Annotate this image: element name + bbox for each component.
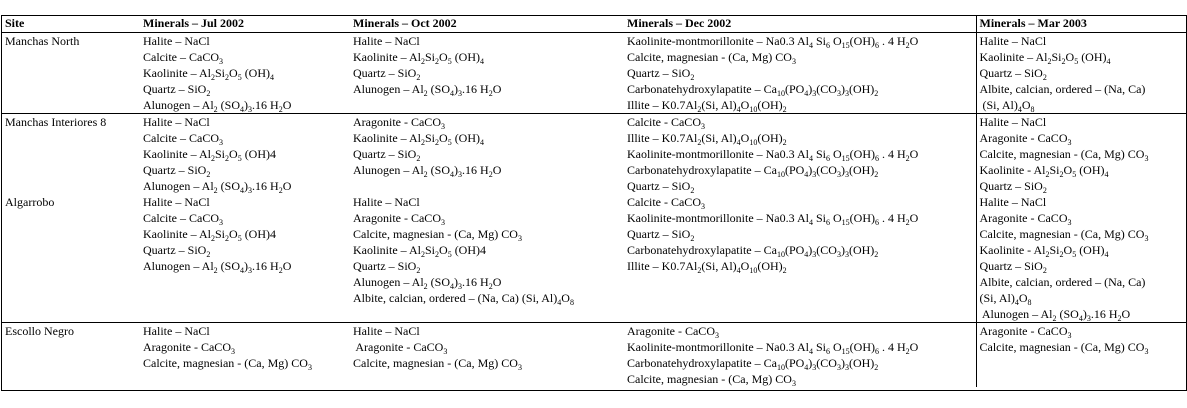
mineral-line: Alunogen – $Al_2$ $(SO_4)_3.16$ $H_2O$ bbox=[979, 307, 1131, 323]
mineral-line: Alunogen – $Al_2$ $(SO_4)_3.16$ $H_2O$ bbox=[353, 82, 502, 98]
minerals-cell-oct-2002 bbox=[350, 194, 624, 323]
mineral-line: Quartz – SiO$_2$ bbox=[627, 179, 695, 194]
header-mar-2003: Minerals – Mar 2003 bbox=[976, 15, 1186, 33]
mineral-line: Kaolinite - $Al_2Si_2O_5$ $(OH)_4$ bbox=[979, 243, 1109, 259]
mineral-line: Kaolinite – $Al_2Si_2O_5$ (OH)4 bbox=[353, 243, 487, 259]
mineral-line: Quartz – SiO$_2$ bbox=[353, 259, 421, 275]
minerals-cell-dec-2002 bbox=[624, 194, 976, 323]
minerals-cell-oct-2002 bbox=[350, 323, 624, 388]
mineral-line: Calcite - CaCO$_3$ bbox=[627, 195, 705, 211]
mineral-line: Calcite, magnesian - (Ca, Mg) $CO_3$ bbox=[627, 372, 796, 387]
mineral-line: Albite, calcian, ordered – (Na, Ca) (Si, $Al)_4O_8$ bbox=[353, 291, 574, 307]
mineral-line: Aragonite - CaCO$_3$ bbox=[353, 211, 445, 227]
mineral-line: Alunogen – $Al_2$ $(SO_4)_3.16$ $H_2O$ bbox=[143, 98, 292, 114]
mineral-line: Alunogen – $Al_2$ $(SO_4)_3.16$ $H_2O$ bbox=[143, 259, 292, 275]
mineral-line: Alunogen – $Al_2$ $(SO_4)_3.16$ $H_2O$ bbox=[353, 275, 502, 291]
site-cell: Escollo Negro bbox=[5, 324, 74, 338]
minerals-cell-mar-2003 bbox=[976, 33, 1186, 114]
mineral-line: Calcite, magnesian - (Ca, Mg) $CO_3$ bbox=[143, 356, 312, 372]
mineral-line: Aragonite - CaCO$_3$ bbox=[353, 340, 448, 356]
mineral-line: Carbonatehydroxylapatite – $Ca_{10}(PO_4)_3(CO_3)_3(OH)_2$ bbox=[627, 82, 879, 98]
mineral-line: Alunogen – $Al_2$ $(SO_4)_3.16$ $H_2O$ bbox=[353, 163, 502, 179]
mineral-line: Halite – NaCl bbox=[143, 115, 210, 129]
mineral-line: Kaolinite-montmorillonite – Na0.3 $Al_4$ $Si_6$ $O_{15}(OH)_6$ . 4 $H_2O$ bbox=[627, 340, 919, 356]
mineral-line: Halite – NaCl bbox=[353, 34, 420, 48]
mineral-line: Kaolinite-montmorillonite – Na0.3 $Al_4$ $Si_6$ $O_{15}(OH)_6$ . 4 $H_2O$ bbox=[627, 211, 919, 227]
header-site: Site bbox=[2, 15, 140, 33]
mineral-line: Calcite – CaCO$_3$ bbox=[143, 211, 223, 227]
mineral-line: Calcite, magnesian - (Ca, Mg) $CO_3$ bbox=[979, 340, 1149, 356]
mineral-line: Carbonatehydroxylapatite – $Ca_{10}(PO_4)_3(CO_3)_3(OH)_2$ bbox=[627, 356, 879, 372]
mineral-line: Calcite, magnesian - (Ca, Mg) $CO_3$ bbox=[627, 50, 796, 66]
mineral-line: Kaolinite – $Al_2Si_2O_5$ $(OH)_4$ bbox=[353, 50, 485, 66]
mineral-line: Aragonite - CaCO$_3$ bbox=[353, 115, 445, 131]
mineral-line: Quartz – SiO$_2$ bbox=[353, 66, 421, 82]
minerals-cell-dec-2002 bbox=[624, 33, 976, 114]
mineral-line: Kaolinite - $Al_2Si_2O_5$ $(OH)_4$ bbox=[979, 163, 1109, 179]
mineral-line: Halite – NaCl bbox=[143, 195, 210, 209]
mineral-line: Aragonite - CaCO$_3$ bbox=[627, 324, 719, 340]
mineral-line: Halite – NaCl bbox=[979, 34, 1047, 48]
mineral-line: Halite – NaCl bbox=[353, 195, 420, 209]
header-dec-2002: Minerals – Dec 2002 bbox=[624, 15, 976, 33]
minerals-cell-oct-2002 bbox=[350, 33, 624, 114]
mineral-line: Halite – NaCl bbox=[979, 195, 1047, 209]
header-row bbox=[2, 15, 1186, 33]
mineral-line: Quartz – SiO$_2$ bbox=[979, 66, 1047, 82]
mineral-line: Kaolinite-montmorillonite – Na0.3 $Al_4$ $Si_6$ $O_{15}(OH)_6$ . 4 $H_2O$ bbox=[627, 147, 919, 163]
minerals-table bbox=[2, 15, 1186, 387]
mineral-line: (Si, $Al)_4O_8$ bbox=[979, 98, 1035, 114]
mineral-line: Calcite, magnesian - (Ca, Mg) $CO_3$ bbox=[353, 227, 522, 243]
mineral-line: Aragonite - CaCO$_3$ bbox=[143, 340, 235, 356]
mineral-line: Kaolinite – $Al_2Si_2O_5$ (OH)4 bbox=[143, 147, 277, 163]
mineral-line: Calcite – CaCO$_3$ bbox=[143, 131, 223, 147]
mineral-line: Calcite, magnesian - (Ca, Mg) $CO_3$ bbox=[353, 356, 522, 372]
mineral-line: Quartz – SiO$_2$ bbox=[143, 243, 211, 259]
minerals-cell-mar-2003 bbox=[976, 194, 1186, 323]
mineral-line: Kaolinite – $Al_2Si_2O_5$ $(OH)_4$ bbox=[143, 66, 275, 82]
mineral-line: Carbonatehydroxylapatite – $Ca_{10}(PO_4)_3(CO_3)_3(OH)_2$ bbox=[627, 163, 879, 179]
mineral-line: Albite, calcian, ordered – (Na, Ca) bbox=[979, 82, 1146, 96]
table-row bbox=[2, 323, 1186, 388]
site-cell: Manchas North bbox=[2, 33, 140, 114]
mineral-line: Quartz – SiO$_2$ bbox=[979, 179, 1047, 194]
table-row bbox=[2, 194, 1186, 323]
minerals-cell-mar-2003 bbox=[976, 323, 1186, 388]
mineral-line: Kaolinite-montmorillonite – Na0.3 $Al_4$ $Si_6$ $O_{15}(OH)_6$ . 4 $H_2O$ bbox=[627, 34, 919, 50]
mineral-line: Kaolinite – $Al_2Si_2O_5$ $(OH)_4$ bbox=[353, 131, 485, 147]
mineral-line: Illite – $K0.7Al_2(Si$, $Al)_4O_{10}(OH)_2$ bbox=[627, 98, 787, 114]
minerals-cell-dec-2002 bbox=[624, 323, 976, 388]
mineral-line: Alunogen – $Al_2$ $(SO_4)_3.16$ $H_2O$ bbox=[143, 179, 292, 194]
mineral-line: Quartz – SiO$_2$ bbox=[143, 163, 211, 179]
site-cell: Manchas Interiores 8 bbox=[5, 115, 107, 129]
minerals-cell-jul-2002 bbox=[140, 194, 350, 323]
header-jul-2002: Minerals – Jul 2002 bbox=[140, 15, 350, 33]
mineral-line: Calcite, magnesian - (Ca, Mg) $CO_3$ bbox=[979, 227, 1149, 243]
mineral-line: Halite – NaCl bbox=[143, 34, 210, 48]
site-cell: Algarrobo bbox=[2, 194, 140, 323]
mineral-line: Illite – $K0.7Al_2(Si$, $Al)_4O_{10}(OH)_2$ bbox=[627, 259, 787, 275]
table-row bbox=[2, 33, 1186, 114]
header-oct-2002: Minerals – Oct 2002 bbox=[350, 15, 624, 33]
mineral-line: Aragonite - CaCO$_3$ bbox=[979, 211, 1072, 227]
mineral-line: Quartz – SiO$_2$ bbox=[353, 147, 421, 163]
table-row bbox=[2, 114, 1186, 195]
mineral-line: Aragonite - CaCO$_3$ bbox=[979, 324, 1072, 340]
minerals-cell-oct-2002 bbox=[350, 114, 624, 195]
minerals-cell-jul-2002 bbox=[140, 323, 350, 388]
mineral-line: Halite – NaCl bbox=[353, 324, 420, 338]
minerals-cell-jul-2002 bbox=[140, 114, 350, 195]
mineral-line: Albite, calcian, ordered – (Na, Ca) bbox=[979, 275, 1146, 289]
minerals-cell-mar-2003 bbox=[976, 114, 1186, 195]
mineral-line: Illite – $K0.7Al_2(Si$, $Al)_4O_{10}(OH)_2$ bbox=[627, 131, 787, 147]
mineral-line: Halite – NaCl bbox=[143, 324, 210, 338]
mineral-line: Calcite - CaCO$_3$ bbox=[627, 115, 705, 131]
mineral-line: Kaolinite – $Al_2Si_2O_5$ (OH)4 bbox=[143, 227, 277, 243]
minerals-cell-dec-2002 bbox=[624, 114, 976, 195]
mineral-line: Quartz – SiO$_2$ bbox=[143, 82, 211, 98]
mineral-line: Quartz – SiO$_2$ bbox=[979, 259, 1047, 275]
minerals-cell-jul-2002 bbox=[140, 33, 350, 114]
mineral-line: (Si, $Al)_4O_8$ bbox=[979, 291, 1032, 307]
mineral-line: Aragonite - CaCO$_3$ bbox=[979, 131, 1072, 147]
mineral-line: Carbonatehydroxylapatite – $Ca_{10}(PO_4)_3(CO_3)_3(OH)_2$ bbox=[627, 243, 879, 259]
mineral-line: Quartz – SiO$_2$ bbox=[627, 227, 695, 243]
mineral-line: Halite – NaCl bbox=[979, 115, 1047, 129]
mineral-line: Calcite, magnesian - (Ca, Mg) $CO_3$ bbox=[979, 147, 1149, 163]
mineral-line: Kaolinite – $Al_2Si_2O_5$ $(OH)_4$ bbox=[979, 50, 1111, 66]
mineral-line: Quartz – SiO$_2$ bbox=[627, 66, 695, 82]
mineral-line: Calcite – CaCO$_3$ bbox=[143, 50, 223, 66]
